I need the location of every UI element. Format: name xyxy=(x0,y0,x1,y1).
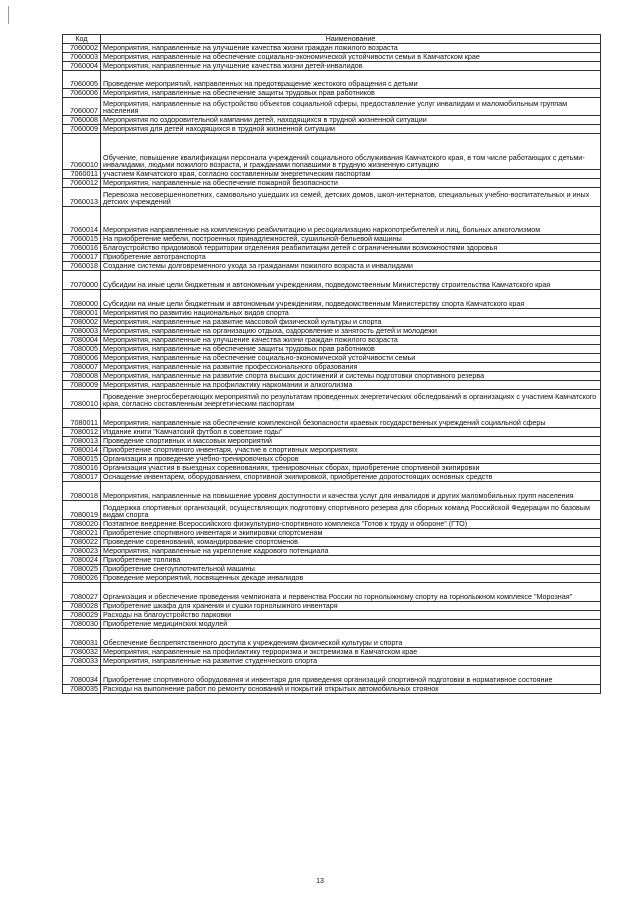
table-row xyxy=(63,666,601,685)
table-row xyxy=(63,538,601,547)
table-row xyxy=(63,372,601,381)
row-name: Оснащение инвентарем, оборудованием, спортивной экипировкой, приобретение дорогостоящих основных средств xyxy=(101,473,601,482)
row-name: Субсидии на иные цели бюджетным и автономным учреждениям, подведомственным Министерству строительства Камчатского края xyxy=(101,271,601,290)
row-name: Мероприятия, направленные на профилактику наркомании и алкоголизма xyxy=(101,381,601,390)
table-row xyxy=(63,620,601,629)
row-name: Проведение мероприятий, посвященных декаде инвалидов xyxy=(101,574,601,583)
row-name: Проведение соревнований, командирование спортсменов xyxy=(101,538,601,547)
row-code: 7080019 xyxy=(63,501,101,520)
table-row xyxy=(63,629,601,648)
row-code: 7080016 xyxy=(63,464,101,473)
table-row xyxy=(63,354,601,363)
row-code: 7060018 xyxy=(63,262,101,271)
row-name: Расходы на выполнение работ по ремонту оснований и покрытий открытых автомобильных стоянок xyxy=(101,685,601,694)
row-code: 7080014 xyxy=(63,446,101,455)
row-name: Приобретение автотранспорта xyxy=(101,253,601,262)
table-row xyxy=(63,170,601,179)
row-code: 7060002 xyxy=(63,44,101,53)
table-row xyxy=(63,271,601,290)
row-code: 7080000 xyxy=(63,290,101,309)
row-code: 7080028 xyxy=(63,602,101,611)
page-number: 13 xyxy=(316,878,324,885)
table-row xyxy=(63,547,601,556)
row-name: Мероприятия, направленные на повышение уровня доступности и качества услуг для инвалидов и других маломобильных групп населения xyxy=(101,482,601,501)
row-code: 7060012 xyxy=(63,179,101,188)
row-code: 7080027 xyxy=(63,583,101,602)
table-row xyxy=(63,345,601,354)
row-name: Мероприятия, направленные на обеспечение защиты трудовых прав работников xyxy=(101,345,601,354)
row-name: Проведение спортивных и массовых мероприятий xyxy=(101,437,601,446)
row-code: 7080002 xyxy=(63,318,101,327)
row-code: 7080023 xyxy=(63,547,101,556)
table-row xyxy=(63,309,601,318)
table-row xyxy=(63,583,601,602)
row-name: Приобретение шкафа для хранения и сушки горнолыжного инвентаря xyxy=(101,602,601,611)
row-code: 7080012 xyxy=(63,428,101,437)
row-name: Мероприятия, направленные на развитие студенческого спорта xyxy=(101,657,601,666)
code-table-container xyxy=(62,34,600,694)
table-row xyxy=(63,602,601,611)
row-code: 7070000 xyxy=(63,271,101,290)
table-row xyxy=(63,207,601,235)
table-row xyxy=(63,409,601,428)
row-code: 7080011 xyxy=(63,409,101,428)
row-code: 7060011 xyxy=(63,170,101,179)
table-row xyxy=(63,556,601,565)
row-name: Мероприятия, направленные на обеспечение защиты трудовых прав работников xyxy=(101,89,601,98)
table-row xyxy=(63,336,601,345)
table-row xyxy=(63,116,601,125)
table-row xyxy=(63,53,601,62)
row-name: Расходы на благоустройство парковки xyxy=(101,611,601,620)
table-row xyxy=(63,327,601,336)
row-name: Организация участия в выездных соревнованиях, тренировочных сборах, приобретение спортивной экипировки xyxy=(101,464,601,473)
row-code: 7080013 xyxy=(63,437,101,446)
row-name: Проведение энергосберегающих мероприятий по результатам проведенных энергетических обследований в организациях с участием Камчатского края, согласно составленным энергетическим паспортам xyxy=(101,390,601,409)
row-name: Мероприятия, направленные на развитие профессионального образования xyxy=(101,363,601,372)
row-code: 7080024 xyxy=(63,556,101,565)
row-name: Мероприятия, направленные на обеспечение социально-экономической устойчивости семьи в Камчатском крае xyxy=(101,53,601,62)
row-name: Организация и обеспечение проведения чемпионата и первенства России по горнолыжному спорту на горнолыжном комплексе "Морозная" xyxy=(101,583,601,602)
row-name: Мероприятия, направленные на профилактику терроризма и экстремизма в Камчатском крае xyxy=(101,648,601,657)
table-row xyxy=(63,188,601,207)
row-name: Мероприятия для детей находящихся в трудной жизненной ситуации xyxy=(101,125,601,134)
table-row xyxy=(63,648,601,657)
table-row xyxy=(63,520,601,529)
row-code: 7080017 xyxy=(63,473,101,482)
table-row xyxy=(63,446,601,455)
table-row xyxy=(63,235,601,244)
row-code: 7060007 xyxy=(63,98,101,116)
row-name: Мероприятия, направленные на улучшение качества жизни граждан пожилого возраста xyxy=(101,44,601,53)
table-row xyxy=(63,529,601,538)
row-name: Приобретение медицинских модулей xyxy=(101,620,601,629)
row-code: 7060009 xyxy=(63,125,101,134)
row-code: 7080030 xyxy=(63,620,101,629)
row-code: 7080032 xyxy=(63,648,101,657)
row-code: 7080018 xyxy=(63,482,101,501)
row-name: Мероприятия, направленные на развитие спорта высших достижений и системы подготовки спортивного резерва xyxy=(101,372,601,381)
row-name: Создание системы долговременного ухода за гражданами пожилого возраста и инвалидами xyxy=(101,262,601,271)
row-name: Мероприятия, направленные на развитие массовой физической культуры и спорта xyxy=(101,318,601,327)
row-code: 7060010 xyxy=(63,134,101,170)
row-name: Мероприятия, направленные на обустройство объектов социальной сферы, предоставление услуг инвалидам и маломобильным группам населения xyxy=(101,98,601,116)
row-name: На приобретение мебели, построенных принадлежностей, сушильной-бельевой машины xyxy=(101,235,601,244)
table-row xyxy=(63,62,601,71)
row-name: Приобретение спортивного оборудования и инвентаря для приведения организаций спортивной подготовки в нормативное состояние xyxy=(101,666,601,685)
scan-edge-mark xyxy=(8,6,15,24)
row-name: Мероприятия, направленные на организацию отдыха, оздоровление и занятость детей и молодежи xyxy=(101,327,601,336)
row-name: Поэтапное внедрение Всероссийского физкультурно-спортивного комплекса "Готов к труду и обороне" (ГТО) xyxy=(101,520,601,529)
row-name: Приобретение спортивного инвентаря, участие в спортивных мероприятиях xyxy=(101,446,601,455)
table-row xyxy=(63,125,601,134)
row-name: Мероприятия направленные на комплексную реабилитацию и ресоциализацию наркопотребителей и лиц, больных алкоголизмом xyxy=(101,207,601,235)
row-name: Поддержка спортивных организаций, осуществляющих подготовку спортивного резерва для сборных команд Российской Федерации по базовым видам спорта xyxy=(101,501,601,520)
row-code: 7080010 xyxy=(63,390,101,409)
table-row xyxy=(63,244,601,253)
row-code: 7080007 xyxy=(63,363,101,372)
row-code: 7080035 xyxy=(63,685,101,694)
row-code: 7080033 xyxy=(63,657,101,666)
row-name: Благоустройство придомовой территории отделения реабилитации детей с ограниченными возможностями здоровья xyxy=(101,244,601,253)
table-row xyxy=(63,290,601,309)
row-code: 7080004 xyxy=(63,336,101,345)
table-row xyxy=(63,44,601,53)
row-name: Проведение мероприятий, направленных на предотвращение жестокого обращения с детьми xyxy=(101,71,601,89)
row-code: 7060017 xyxy=(63,253,101,262)
table-row xyxy=(63,464,601,473)
row-code: 7080022 xyxy=(63,538,101,547)
row-name: Издание книги "Камчатский футбол в советские годы" xyxy=(101,428,601,437)
header-name: Наименование xyxy=(101,35,601,44)
row-code: 7060008 xyxy=(63,116,101,125)
row-code: 7060003 xyxy=(63,53,101,62)
row-code: 7080008 xyxy=(63,372,101,381)
header-code: Код xyxy=(63,35,101,44)
row-name: Обеспечение беспрепятственного доступа к учреждениям физической культуры и спорта xyxy=(101,629,601,648)
row-name: Организация и проведение учебно-тренировочных сборов xyxy=(101,455,601,464)
table-row xyxy=(63,390,601,409)
row-code: 7060014 xyxy=(63,207,101,235)
table-row xyxy=(63,611,601,620)
table-row xyxy=(63,134,601,170)
row-code: 7080029 xyxy=(63,611,101,620)
table-row xyxy=(63,565,601,574)
row-name: Мероприятия, направленные на обеспечение социально-экономической устойчивости семьи xyxy=(101,354,601,363)
table-row xyxy=(63,455,601,464)
row-name: участием Камчатского края, согласно составленным энергетическим паспортам xyxy=(101,170,601,179)
row-name: Мероприятия, направленные на укрепление кадрового потенциала xyxy=(101,547,601,556)
row-name: Мероприятия по развитию национальных видов спорта xyxy=(101,309,601,318)
table-row xyxy=(63,253,601,262)
table-row xyxy=(63,381,601,390)
row-code: 7080001 xyxy=(63,309,101,318)
table-row xyxy=(63,482,601,501)
table-row xyxy=(63,179,601,188)
row-code: 7080026 xyxy=(63,574,101,583)
table-row xyxy=(63,437,601,446)
table-row xyxy=(63,363,601,372)
row-code: 7080003 xyxy=(63,327,101,336)
row-code: 7080021 xyxy=(63,529,101,538)
row-code: 7080034 xyxy=(63,666,101,685)
row-name: Обучение, повышение квалификации персонала учреждений социального обслуживания Камчатского края, в том числе работающих с детьми-инвалидами, людьми пожилого возраста, и гражданами попавшими в трудную жизненную ситуацию xyxy=(101,134,601,170)
row-code: 7080031 xyxy=(63,629,101,648)
table-row xyxy=(63,98,601,116)
row-name: Приобретение топлива xyxy=(101,556,601,565)
table-row xyxy=(63,685,601,694)
row-name: Субсидии на иные цели бюджетным и автономным учреждениям, подведомственным Министерству спорта Камчатского края xyxy=(101,290,601,309)
row-code: 7060016 xyxy=(63,244,101,253)
table-row xyxy=(63,501,601,520)
row-name: Приобретение снегоуплотнительной машины xyxy=(101,565,601,574)
row-code: 7060013 xyxy=(63,188,101,207)
row-code: 7060015 xyxy=(63,235,101,244)
table-row xyxy=(63,262,601,271)
table-row xyxy=(63,473,601,482)
row-code: 7080006 xyxy=(63,354,101,363)
row-code: 7060004 xyxy=(63,62,101,71)
row-code: 7080015 xyxy=(63,455,101,464)
table-row xyxy=(63,657,601,666)
row-name: Приобретение спортивного инвентаря и экипировки спортсменам xyxy=(101,529,601,538)
row-code: 7060005 xyxy=(63,71,101,89)
row-name: Мероприятия, направленные на обеспечение пожарной безопасности xyxy=(101,179,601,188)
row-code: 7080009 xyxy=(63,381,101,390)
row-code: 7080020 xyxy=(63,520,101,529)
row-name: Мероприятия, направленные на улучшение качества жизни граждан пожилого возраста xyxy=(101,336,601,345)
row-code: 7080005 xyxy=(63,345,101,354)
row-name: Мероприятия, направленные на улучшение качества жизни детей-инвалидов xyxy=(101,62,601,71)
table-header-row xyxy=(63,35,601,44)
row-code: 7060006 xyxy=(63,89,101,98)
row-name: Мероприятия, направленные на обеспечение комплексной безопасности краевых государственных учреждений социальной сферы xyxy=(101,409,601,428)
row-code: 7080025 xyxy=(63,565,101,574)
row-name: Перевозка несовершеннолетних, самовольно ушедших из семей, детских домов, школ-интернатов, специальных учебно-воспитательных и иных детских учреждений xyxy=(101,188,601,207)
table-row xyxy=(63,71,601,89)
table-body xyxy=(63,44,601,694)
budget-code-table xyxy=(62,34,601,694)
table-row xyxy=(63,428,601,437)
table-row xyxy=(63,89,601,98)
table-row xyxy=(63,318,601,327)
table-row xyxy=(63,574,601,583)
row-name: Мероприятия по оздоровительной кампании детей, находящихся в трудной жизненной ситуации xyxy=(101,116,601,125)
